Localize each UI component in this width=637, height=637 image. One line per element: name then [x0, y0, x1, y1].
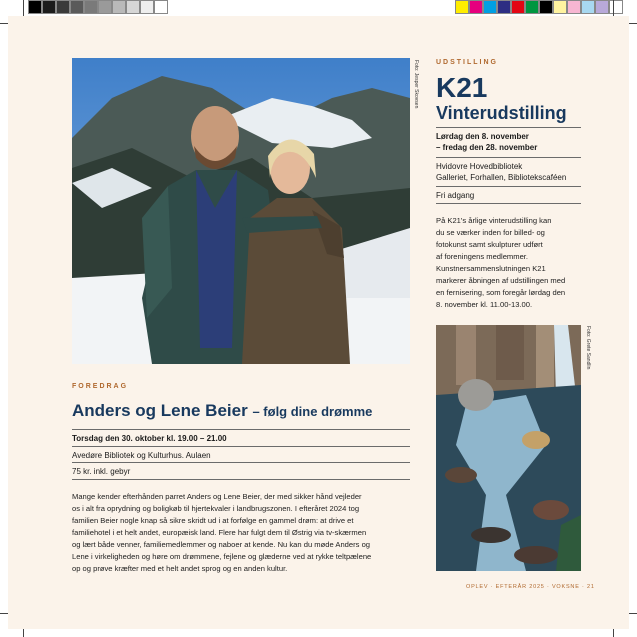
print-grayscale-bar	[28, 0, 168, 14]
color-swatch	[567, 0, 581, 14]
photo-credit-painting: Foto: Grete Sandlin	[585, 326, 591, 370]
k21-venue-line2: Galleriet, Forhallen, Bibliotekscaféen	[436, 173, 567, 182]
k21-price: Fri adgang	[436, 191, 475, 200]
event-body-line: op og prøve kræfter med et helt andet sprog og en anden kultur.	[72, 564, 288, 573]
color-swatch	[511, 0, 525, 14]
divider	[436, 127, 581, 128]
waterfall-painting	[436, 325, 581, 571]
event-body-line: og lært både venner, familiemedlemmer og naboer at kende. Nu kan du møde Anders og	[72, 540, 371, 549]
event-body-line: familiehotel i et helt andet, europæisk land. Flere har fulgt dem til Østrig via tv-skærmen	[72, 528, 367, 537]
color-swatch	[28, 0, 42, 14]
event-price: 75 kr. inkl. gebyr	[72, 467, 131, 476]
color-swatch	[581, 0, 595, 14]
color-swatch	[483, 0, 497, 14]
color-swatch	[553, 0, 567, 14]
divider	[72, 446, 410, 447]
color-swatch	[525, 0, 539, 14]
k21-body-line: af foreningens medlemmer.	[436, 252, 529, 261]
k21-date-line2: – fredag den 28. november	[436, 143, 538, 152]
k21-body-line: fotokunst samt skulpturer udført	[436, 240, 543, 249]
color-swatch	[42, 0, 56, 14]
divider	[436, 203, 581, 204]
k21-body-line: du se værker inden for billed- og	[436, 228, 545, 237]
k21-body	[436, 215, 586, 311]
event-datetime	[72, 433, 227, 444]
k21-venue-line1: Hvidovre Hovedbibliotek	[436, 162, 523, 171]
color-swatch	[609, 0, 623, 14]
k21-subtitle: Vinterudstilling	[436, 103, 567, 123]
color-swatch	[469, 0, 483, 14]
event-title-name: Anders og Lene Beier	[72, 401, 248, 420]
event-title-suffix: – følg dine drømme	[252, 404, 373, 419]
color-swatch	[84, 0, 98, 14]
k21-body-line: 8. november kl. 11.00-13.00.	[436, 300, 533, 309]
k21-venue	[436, 161, 586, 183]
color-swatch	[126, 0, 140, 14]
divider	[436, 186, 581, 187]
divider	[72, 462, 410, 463]
k21-title: K21	[436, 72, 488, 103]
k21-body-line: markerer åbningen af udstillingen med	[436, 276, 566, 285]
color-swatch	[455, 0, 469, 14]
color-swatch	[112, 0, 126, 14]
event-body-line: os i alt fra oprydning og boligkøb til hjertekvaler i landbrugszonen. I efteråret 2024 tog	[72, 504, 360, 513]
section-label-udstilling: UDSTILLING	[436, 59, 498, 66]
section-label-foredrag: FOREDRAG	[72, 383, 129, 390]
divider	[72, 479, 410, 480]
crop-mark	[613, 0, 614, 16]
color-swatch	[98, 0, 112, 14]
divider	[72, 429, 410, 430]
event-venue: Avedøre Bibliotek og Kulturhus. Aulaen	[72, 451, 211, 460]
k21-body-line: På K21's årlige vinterudstilling kan	[436, 216, 552, 225]
color-swatch	[70, 0, 84, 14]
divider	[436, 157, 581, 158]
event-body-line: Mange kender efterhånden parret Anders og Lene Beier, der med sikker hånd vejleder	[72, 492, 362, 501]
event-title	[72, 401, 372, 421]
event-body-line: Lene i virkeligheden og høre om drømmene, fejlene og glæderne ved at rykke teltpælene	[72, 552, 372, 561]
page-footer: OPLEV · EFTERÅR 2025 · VOKSNE · 21	[466, 584, 595, 590]
print-color-bar	[455, 0, 623, 14]
crop-mark	[23, 0, 24, 16]
color-swatch	[539, 0, 553, 14]
k21-date	[436, 131, 586, 153]
photo-credit-main: Foto: Jesper Skovsen	[413, 60, 419, 109]
event-datetime-text: Torsdag den 30. oktober kl. 19.00 – 21.00	[72, 434, 227, 443]
event-body-line: familien Beier nogle knap så sikre skridt ud i at forfølge en gammel drøm: at drive et	[72, 516, 354, 525]
color-swatch	[154, 0, 168, 14]
k21-body-line: en fernisering, som foregår lørdag den	[436, 288, 566, 297]
k21-date-line1: Lørdag den 8. november	[436, 132, 529, 141]
couple-photo	[72, 58, 410, 364]
k21-body-line: Kunstnersammenslutningen K21	[436, 264, 546, 273]
color-swatch	[140, 0, 154, 14]
event-body	[72, 491, 417, 575]
color-swatch	[56, 0, 70, 14]
color-swatch	[595, 0, 609, 14]
color-swatch	[497, 0, 511, 14]
